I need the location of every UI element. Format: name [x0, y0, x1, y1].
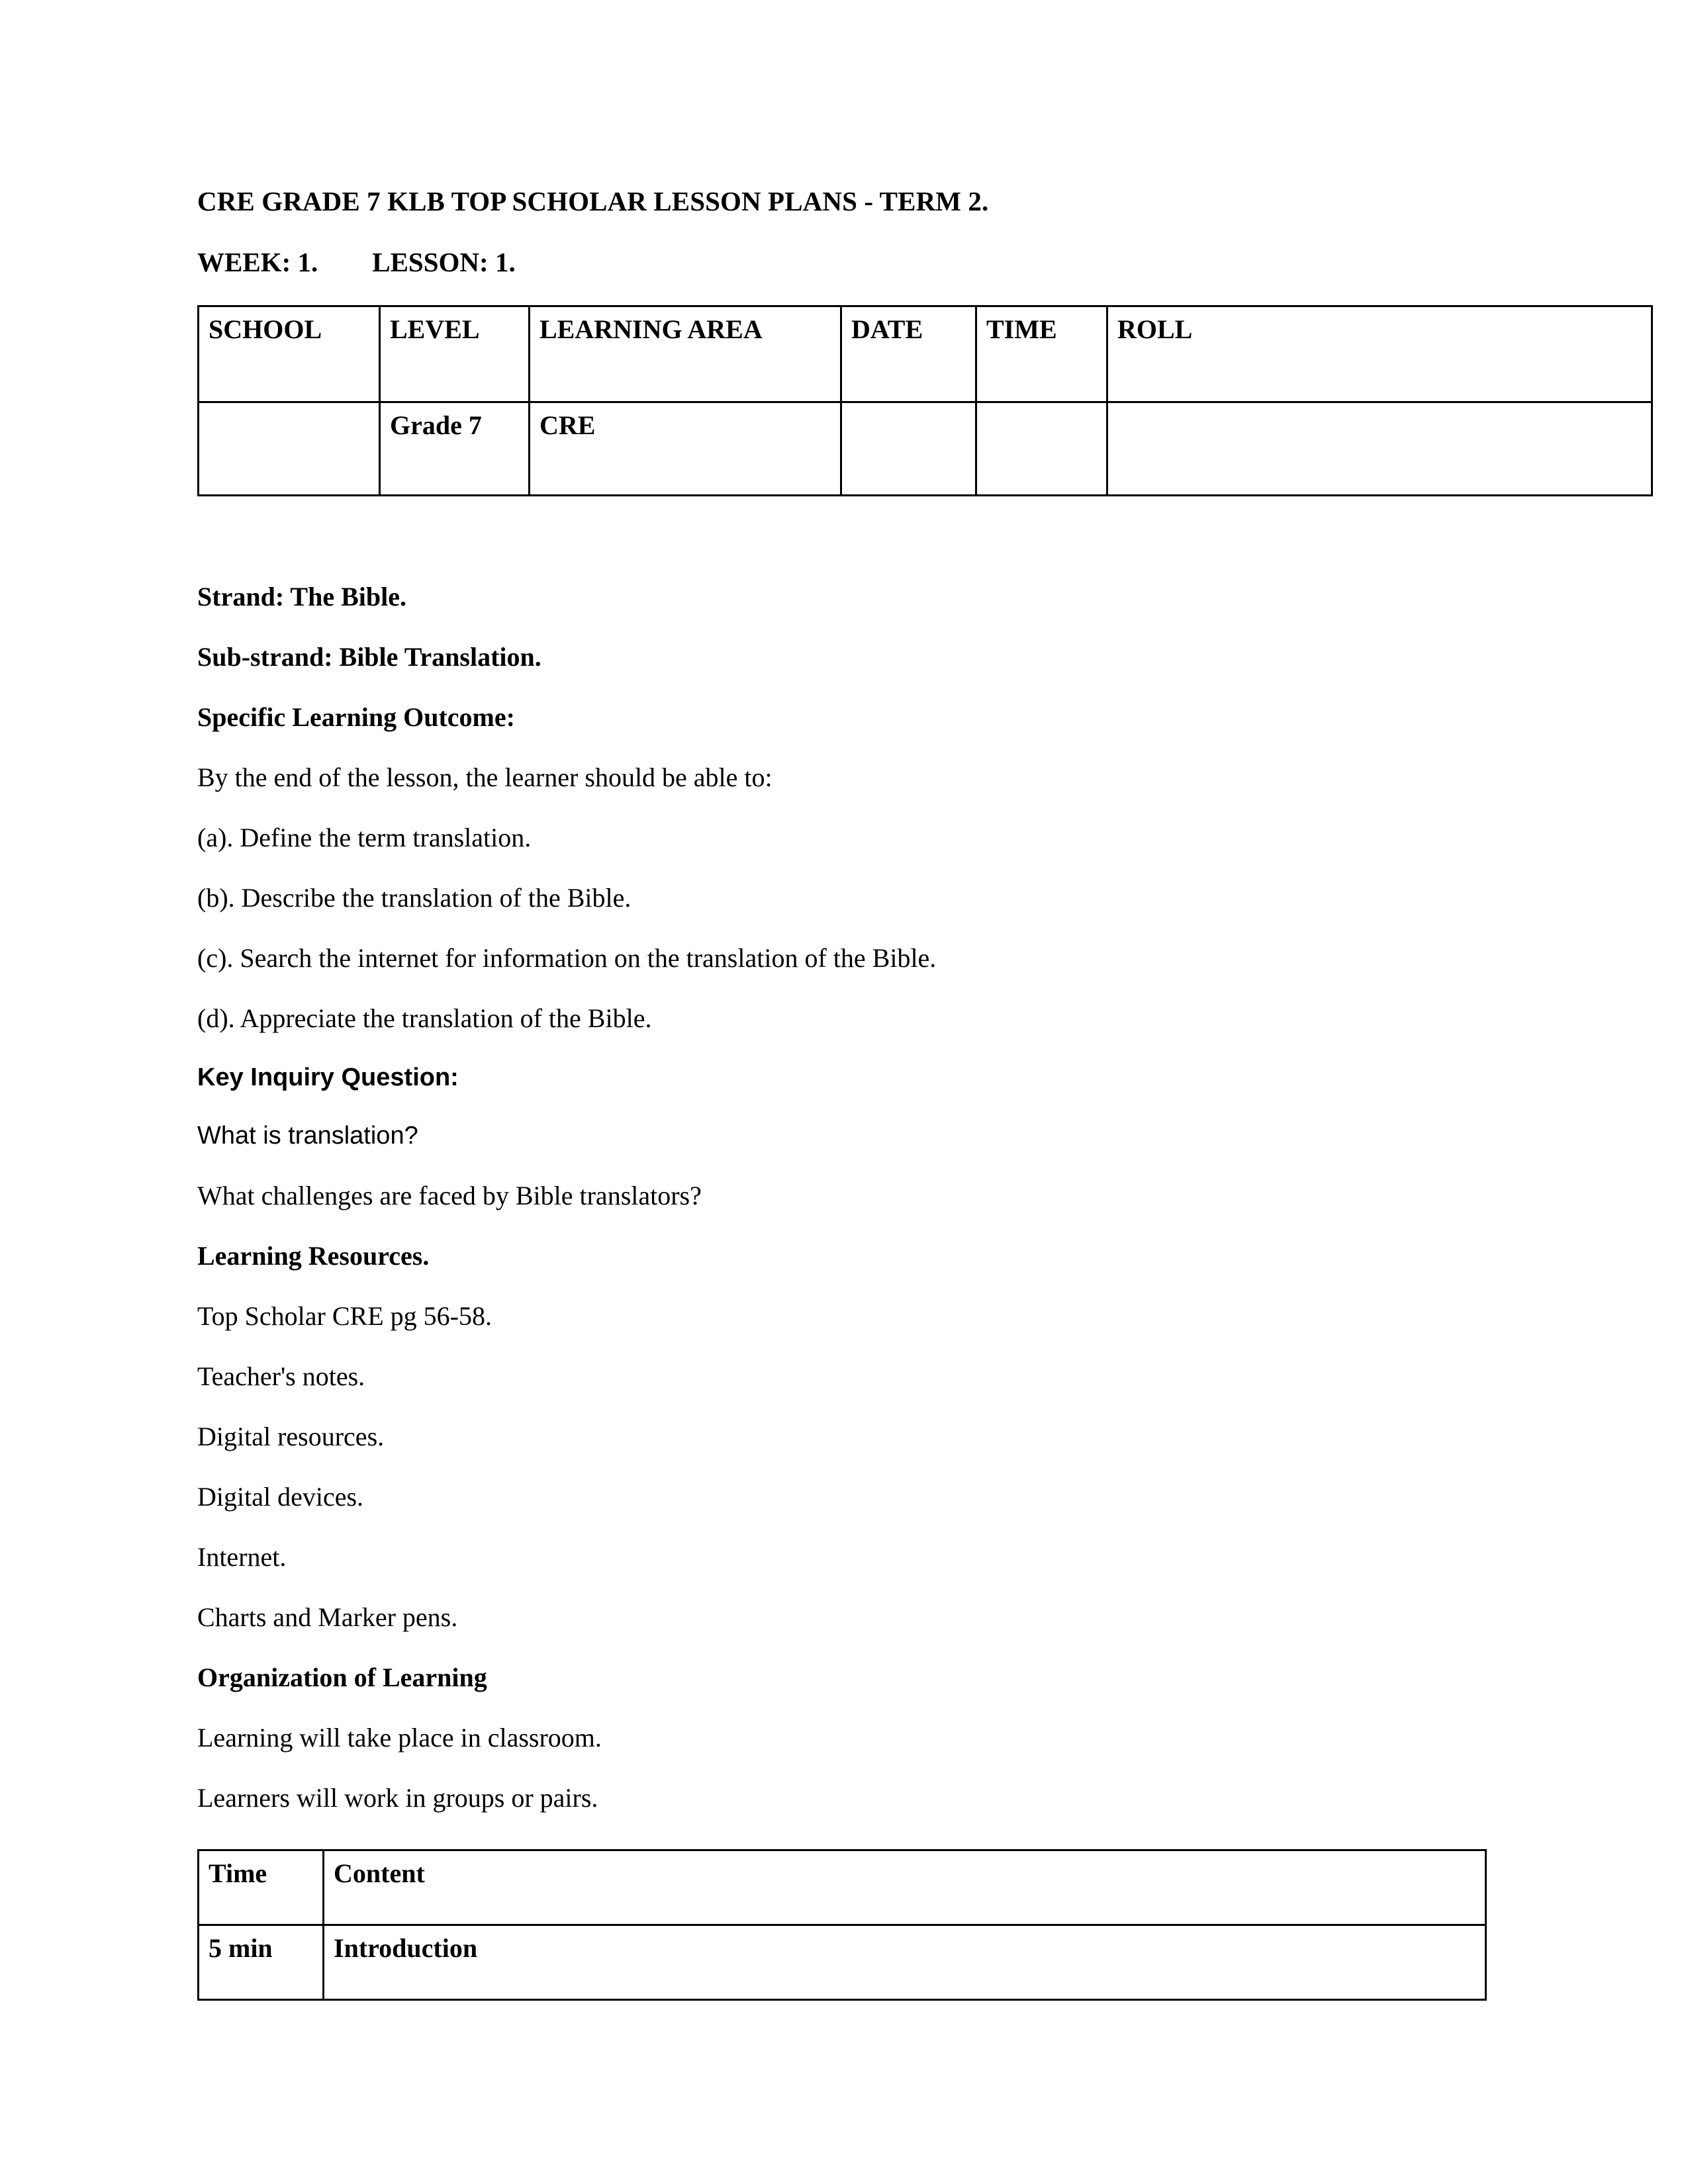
- spacer-after-info-table: [197, 496, 1647, 581]
- header-plan-content: Content: [324, 1850, 1486, 1925]
- header-plan-time: Time: [199, 1850, 324, 1925]
- cell-time[interactable]: [976, 402, 1107, 495]
- cell-level[interactable]: Grade 7: [380, 402, 530, 495]
- key-inquiry-question-2: What challenges are faced by Bible translators?: [197, 1180, 702, 1210]
- learning-resource-item-1: Top Scholar CRE pg 56-58.: [197, 1300, 492, 1331]
- header-school: SCHOOL: [199, 306, 380, 402]
- organization-of-learning-label: Organization of Learning: [197, 1662, 487, 1692]
- cell-plan-content[interactable]: Introduction: [324, 1925, 1486, 1999]
- page-title: CRE GRADE 7 KLB TOP SCHOLAR LESSON PLANS - TERM 2.: [197, 186, 989, 216]
- table-row: [199, 402, 1652, 495]
- learning-resource-item-4: Digital devices.: [197, 1481, 364, 1512]
- organization-line-2: Learners will work in groups or pairs.: [197, 1782, 598, 1813]
- header-roll: ROLL: [1107, 306, 1652, 402]
- cell-learning-area[interactable]: CRE: [530, 402, 841, 495]
- table-row: [199, 1925, 1486, 1999]
- cell-school[interactable]: [199, 402, 380, 495]
- key-inquiry-question-label: Key Inquiry Question:: [197, 1063, 459, 1091]
- strand-label: Strand: The Bible.: [197, 581, 406, 612]
- key-inquiry-question-1: What is translation?: [197, 1122, 418, 1150]
- specific-learning-outcome-label: Specific Learning Outcome:: [197, 702, 515, 732]
- cell-date[interactable]: [841, 402, 976, 495]
- table-row-header: [199, 1850, 1486, 1925]
- cell-roll[interactable]: [1107, 402, 1652, 495]
- lesson-info-table: [197, 305, 1653, 496]
- sub-strand-label: Sub-strand: Bible Translation.: [197, 641, 541, 672]
- week-lesson-line: WEEK: 1. LESSON: 1.: [197, 247, 516, 278]
- table-row-header: [199, 306, 1652, 402]
- outcome-intro: By the end of the lesson, the learner should be able to:: [197, 762, 773, 792]
- organization-line-1: Learning will take place in classroom.: [197, 1722, 602, 1752]
- outcome-item-c: (c). Search the internet for information on the translation of the Bible.: [197, 942, 937, 973]
- outcome-item-d: (d). Appreciate the translation of the Bible.: [197, 1003, 652, 1033]
- learning-resource-item-3: Digital resources.: [197, 1421, 385, 1451]
- lesson-plan-table: [197, 1849, 1487, 2001]
- learning-resources-label: Learning Resources.: [197, 1240, 430, 1271]
- learning-resource-item-2: Teacher's notes.: [197, 1361, 365, 1391]
- cell-plan-time[interactable]: 5 min: [199, 1925, 324, 1999]
- document-body: [197, 185, 1647, 2001]
- spacer-before-plan-table: [197, 1843, 1647, 1849]
- header-date: DATE: [841, 306, 976, 402]
- outcome-item-b: (b). Describe the translation of the Bible.: [197, 882, 632, 913]
- outcome-item-a: (a). Define the term translation.: [197, 822, 532, 852]
- learning-resource-item-6: Charts and Marker pens.: [197, 1602, 458, 1632]
- learning-resource-item-5: Internet.: [197, 1541, 287, 1572]
- header-learning-area: LEARNING AREA: [530, 306, 841, 402]
- header-level: LEVEL: [380, 306, 530, 402]
- header-time: TIME: [976, 306, 1107, 402]
